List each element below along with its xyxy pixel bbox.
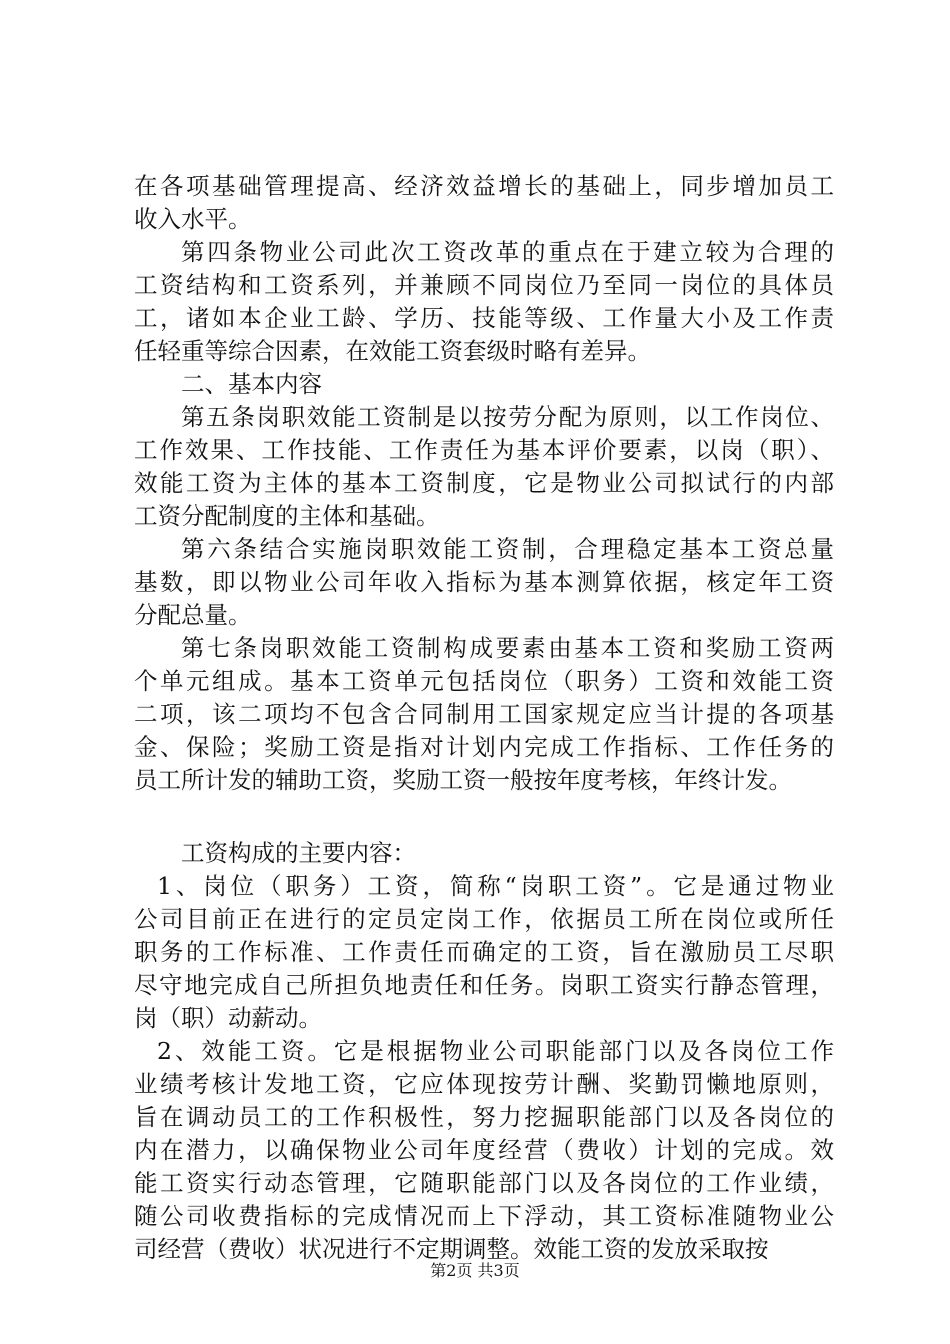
text-line: 1、岗位（职务）工资，简称“岗职工资”。它是通过物业	[157, 872, 834, 900]
paragraph	[134, 236, 834, 368]
text-line: 工资构成的主要内容：	[181, 839, 416, 867]
text-line: 效能工资为主体的基本工资制度，它是物业公司拟试行的内部	[134, 469, 834, 497]
section-heading	[134, 368, 834, 401]
text-line: 第四条物业公司此次工资改革的重点在于建立较为合理的	[181, 238, 834, 266]
text-line: 基数，即以物业公司年收入指标为基本测算依据，核定年工资	[134, 568, 834, 596]
text-line: 在各项基础管理提高、经济效益增长的基础上，同步增加员工	[134, 172, 834, 200]
paragraph	[134, 170, 834, 236]
paragraph	[134, 401, 834, 533]
text-line: 2、效能工资。它是根据物业公司职能部门以及各岗位工作	[157, 1037, 834, 1065]
text-line: 第七条岗职效能工资制构成要素由基本工资和奖励工资两	[181, 634, 834, 662]
text-line: 二、基本内容	[181, 370, 322, 398]
text-line: 工资分配制度的主体和基础。	[134, 502, 440, 530]
paragraph	[134, 533, 834, 632]
text-line: 任轻重等综合因素，在效能工资套级时略有差异。	[134, 337, 651, 365]
text-line: 二项，该二项均不包含合同制用工国家规定应当计提的各项基	[134, 700, 834, 728]
text-line: 员工所计发的辅助工资，奖励工资一般按年度考核，年终计发。	[134, 766, 792, 794]
text-line: 能工资实行动态管理，它随职能部门以及各岗位的工作业绩，	[134, 1169, 834, 1197]
paragraph	[134, 1035, 834, 1266]
text-line: 尽守地完成自己所担负地责任和任务。岗职工资实行静态管理，	[134, 971, 834, 999]
text-line: 金、保险；奖励工资是指对计划内完成工作指标、工作任务的	[134, 733, 834, 761]
text-line: 内在潜力，以确保物业公司年度经营（费收）计划的完成。效	[134, 1136, 834, 1164]
section-heading	[134, 837, 834, 870]
text-line: 随公司收费指标的完成情况而上下浮动，其工资标准随物业公	[134, 1202, 834, 1230]
text-line: 分配总量。	[134, 601, 252, 629]
text-line: 旨在调动员工的工作积极性，努力挖掘职能部门以及各岗位的	[134, 1103, 834, 1131]
text-line: 收入水平。	[134, 205, 252, 233]
text-line	[134, 797, 834, 837]
page-footer: 第2页 共3页	[430, 1261, 520, 1280]
text-line: 工作效果、工作技能、工作责任为基本评价要素，以岗（职）、	[134, 436, 834, 464]
blank-line	[134, 797, 834, 837]
text-line: 业绩考核计发地工资，它应体现按劳计酬、奖勤罚懒地原则，	[134, 1070, 834, 1098]
document-body	[134, 170, 834, 1266]
text-line: 职务的工作标准、工作责任而确定的工资，旨在激励员工尽职	[134, 938, 834, 966]
text-line: 公司目前正在进行的定员定岗工作，依据员工所在岗位或所任	[134, 905, 834, 933]
text-line: 工资结构和工资系列，并兼顾不同岗位乃至同一岗位的具体员	[134, 271, 834, 299]
paragraph	[134, 632, 834, 797]
paragraph	[134, 870, 834, 1035]
text-line: 第六条结合实施岗职效能工资制，合理稳定基本工资总量	[181, 535, 834, 563]
text-line: 第五条岗职效能工资制是以按劳分配为原则，以工作岗位、	[181, 403, 834, 431]
text-line: 司经营（费收）状况进行不定期调整。效能工资的发放采取按	[134, 1235, 769, 1263]
text-line: 岗（职）动薪动。	[134, 1004, 322, 1032]
text-line: 工，诸如本企业工龄、学历、技能等级、工作量大小及工作责	[134, 304, 834, 332]
text-line: 个单元组成。基本工资单元包括岗位（职务）工资和效能工资	[134, 667, 834, 695]
